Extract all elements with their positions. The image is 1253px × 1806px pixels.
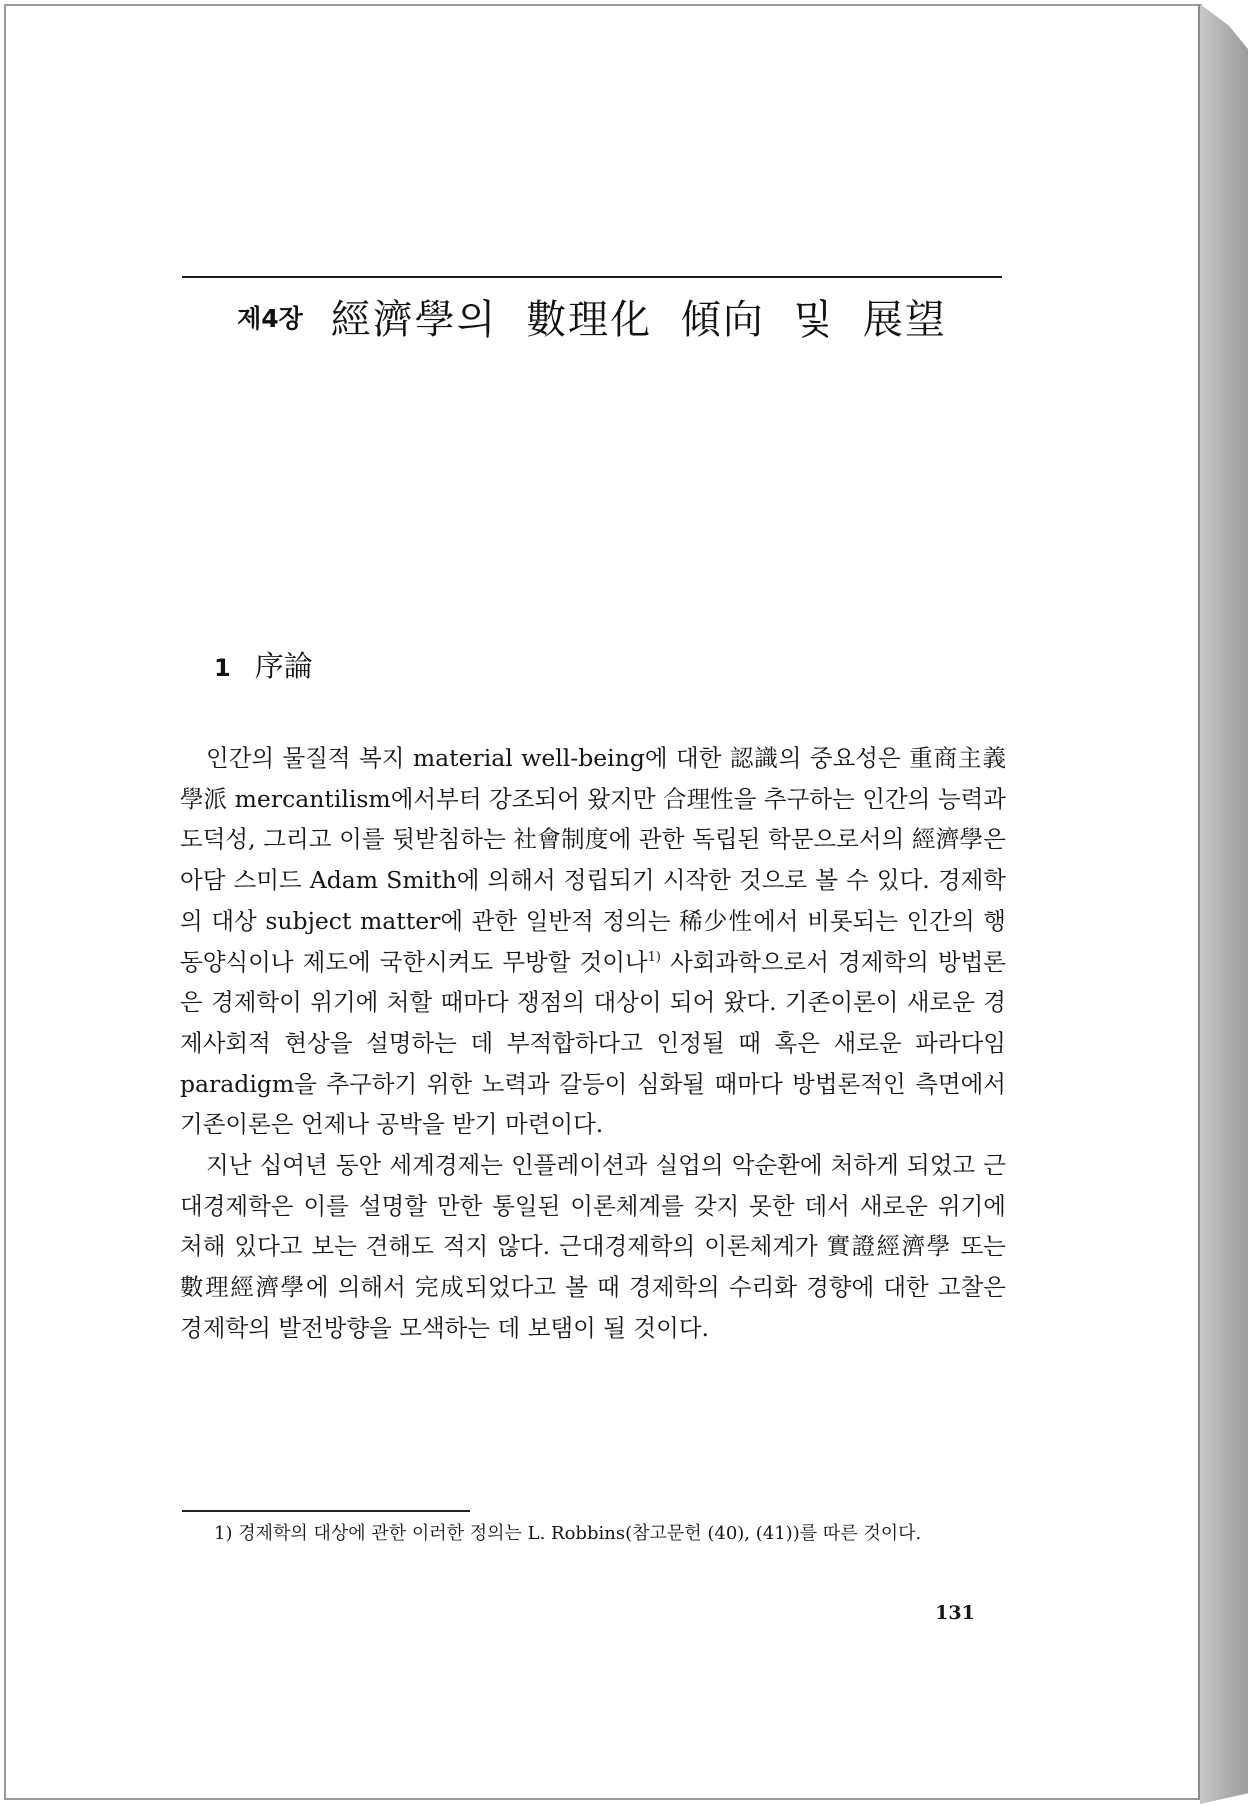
page-curl-edge — [1200, 4, 1248, 1804]
section-heading — [214, 644, 313, 685]
section-title: 序論 — [254, 649, 313, 683]
page-number: 131 — [935, 1602, 975, 1624]
footnote-number: 1) — [214, 1523, 233, 1544]
footnote-text: 경제학의 대상에 관한 이러한 정의는 L. Robbins(참고문헌 (40), (41))를 따른 것이다. — [238, 1523, 922, 1544]
footnote-reference[interactable]: 1) — [647, 949, 661, 965]
paragraph-text: 지난 십여년 동안 세계경제는 인플레이션과 실업의 악순환에 처하게 되었고 근대경제학은 이를 설명할 만한 통일된 이론체계를 갖지 못한 데서 새로운 위기에 처해 있다고 보는 견해도 적지 않다. 근대경제학의 이론체계가 實證經濟學 또는 數理經濟學에 의해서 完成되었다고 볼 때 경제학의 수리화 경향에 대한 고찰은 경제학의 발전방향을 모색하는 데 보탬이 될 것이다. — [180, 1151, 1006, 1342]
section-number: 1 — [214, 654, 231, 682]
paragraph — [180, 1145, 1006, 1349]
chapter-title: 經濟學의 數理化 傾向 및 展望 — [330, 297, 947, 343]
chapter-label: 제4장 — [237, 304, 303, 333]
chapter-top-rule — [182, 276, 1002, 278]
paragraph-text: 인간의 물질적 복지 material well-being에 대한 認識의 중요성은 重商主義學派 mercantilism에서부터 강조되어 왔지만 合理性을 추구하는 인간의 능력과 도덕성, 그리고 이를 뒷받침하는 社會制度에 관한 독립된 학문으로서의 經濟學은 아담 스미드 Adam Smith에 의해서 정립되기 시작한 것으로 볼 수 있다. 경제학의 대상 subject matter에 관한 일반적 정의는 稀少性에서 비롯되는 인간의 행동양식이나 제도에 국한시켜도 무방할 것이나 — [180, 744, 1006, 976]
chapter-heading — [182, 288, 1002, 345]
body-text — [180, 738, 1006, 1349]
paragraph — [180, 738, 1006, 1145]
paragraph-text-continued: 사회과학으로서 경제학의 방법론은 경제학이 위기에 처할 때마다 쟁점의 대상이 되어 왔다. 기존이론이 새로운 경제사회적 현상을 설명하는 데 부적합하다고 인정될 때 혹은 새로운 파라다임 paradigm을 추구하기 위한 노력과 갈등이 심화될 때마다 방법론적인 측면에서 기존이론은 언제나 공박을 받기 마련이다. — [180, 947, 1006, 1139]
footnote — [214, 1519, 1030, 1548]
footnote-rule — [182, 1510, 470, 1512]
